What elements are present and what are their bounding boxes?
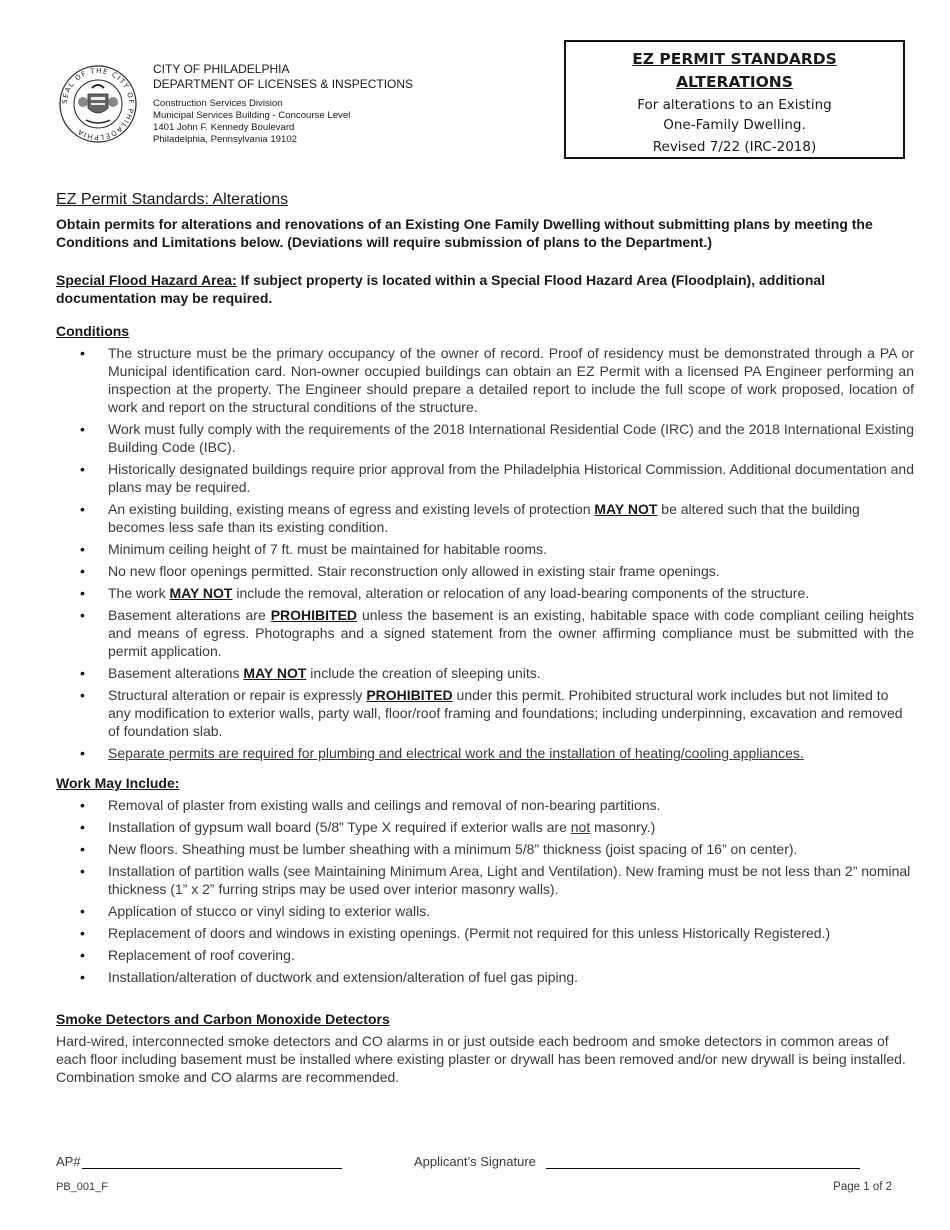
list-item: • The work MAY NOT include the removal, alteration or relocation of any load-bearing components of the structure.: [80, 585, 810, 601]
title-line-2: ALTERATIONS: [676, 73, 793, 91]
list-item: • An existing building, existing means of egress and existing levels of protection MAY NOT be altered such that the building becomes less safe than its existing condition.: [80, 501, 860, 535]
bullet: •: [80, 903, 85, 919]
bullet: •: [80, 461, 85, 477]
title-line-3: For alterations to an Existing: [637, 97, 832, 113]
list-item: • No new floor openings permitted. Stair reconstruction only allowed in existing stair frame openings.: [80, 563, 720, 579]
document-body: [56, 190, 914, 1086]
list-item: • Replacement of doors and windows in existing openings. (Permit not required for this unless Historically Registered.): [80, 925, 831, 941]
smoke-heading: Smoke Detectors and Carbon Monoxide Detectors: [56, 1011, 390, 1027]
list-item: • Work must fully comply with the requirements of the 2018 International Residential Code (IRC) and the 2018 International Existing Building Code (IBC).: [80, 421, 914, 455]
city-seal: [58, 64, 138, 144]
org-department: DEPARTMENT OF LICENSES & INSPECTIONS: [153, 77, 414, 91]
bullet: •: [80, 745, 85, 761]
title-line-1: EZ PERMIT STANDARDS: [632, 50, 837, 68]
bullet: •: [80, 345, 85, 361]
ap-number-field[interactable]: [82, 1168, 342, 1169]
bullet: •: [80, 841, 85, 857]
bullet: •: [80, 797, 85, 813]
org-address-block: [153, 98, 350, 146]
bullet: •: [80, 819, 85, 835]
list-item: • Installation of partition walls (see Maintaining Minimum Area, Light and Ventilation). New framing must be not less than 2” nominal thickness (1” x 2” furring strips may be used over interior masonry walls).: [80, 863, 911, 897]
form-code: PB_001_F: [56, 1181, 108, 1193]
list-item: • Minimum ceiling height of 7 ft. must be maintained for habitable rooms.: [80, 541, 547, 557]
smoke-paragraph: Hard-wired, interconnected smoke detectors and CO alarms in or just outside each bedroom and smoke detectors in common areas of each floor including basement must be installed where existing plaster or drywall has been removed and/or new drywall is being installed. Combination smoke and CO alarms are recommended.: [56, 1033, 906, 1085]
title-revision: Revised 7/22 (IRC-2018): [652, 139, 817, 155]
bullet: •: [80, 925, 85, 941]
list-item: • Removal of plaster from existing walls and ceilings and removal of non-bearing partitions.: [80, 797, 661, 813]
list-item: • The structure must be the primary occupancy of the owner of record. Proof of residency must be demonstrated through a PA or Municipal identification card. Non-owner occupied buildings can obtain an EZ Permit with a licensed PA Engineer performing an inspection at the property. The Engineer should prepare a detailed report to include the full scope of work proposed, location of work and report on the structural conditions of the structure.: [80, 345, 914, 415]
bullet: •: [80, 421, 85, 437]
bullet: •: [80, 665, 85, 681]
bullet: •: [80, 687, 85, 703]
title-box: [564, 40, 905, 159]
list-item: • Historically designated buildings require prior approval from the Philadelphia Historical Commission. Additional documentation and plans may be required.: [80, 461, 914, 495]
list-item: • Separate permits are required for plumbing and electrical work and the installation of heating/cooling appliances.: [80, 745, 804, 761]
list-item: • Installation of gypsum wall board (5/8” Type X required if exterior walls are not masonry.): [80, 819, 656, 835]
org-city: CITY OF PHILADELPHIA: [153, 62, 290, 76]
bullet: •: [80, 969, 85, 985]
list-item: • Replacement of roof covering.: [80, 947, 295, 963]
intro-paragraph: Obtain permits for alterations and renovations of an Existing One Family Dwelling without submitting plans by meeting the Conditions and Limitations below. (Deviations will require submission of plans to the Department.): [56, 216, 873, 250]
bullet: •: [80, 501, 85, 517]
org-name-block: [153, 62, 413, 92]
list-item: • Basement alterations MAY NOT include the creation of sleeping units.: [80, 665, 541, 681]
bullet: •: [80, 863, 85, 879]
list-item: • Installation/alteration of ductwork and extension/alteration of fuel gas piping.: [80, 969, 579, 985]
list-item: • Application of stucco or vinyl siding to exterior walls.: [80, 903, 431, 919]
list-item: • New floors. Sheathing must be lumber sheathing with a minimum 5/8” thickness (joist spacing of 16” on center).: [80, 841, 798, 857]
page-heading: EZ Permit Standards: Alterations: [56, 191, 289, 208]
bullet: •: [80, 585, 85, 601]
title-line-4: One-Family Dwelling.: [663, 117, 806, 133]
flood-notice: [56, 271, 914, 307]
org-city-state: Philadelphia, Pennsylvania 19102: [153, 134, 298, 145]
bullet: •: [80, 607, 85, 623]
conditions-heading: Conditions: [56, 323, 130, 339]
org-street: 1401 John F. Kennedy Boulevard: [153, 122, 295, 133]
org-building: Municipal Services Building - Concourse Level: [153, 110, 351, 121]
flood-label: Special Flood Hazard Area:: [56, 272, 237, 288]
signature-label: Applicant’s Signature: [414, 1154, 536, 1169]
seal-text: SEAL OF THE CITY OF PHILADELPHIA: [60, 66, 136, 142]
page-number: Page 1 of 2: [833, 1181, 892, 1193]
work-heading: Work May Include:: [56, 775, 180, 791]
list-item: • Structural alteration or repair is expressly PROHIBITED under this permit. Prohibited structural work includes but not limited to any modification to exterior walls, party wall, floor/roof framing and foundations; including underpinning, excavation and removed of foundation slab.: [80, 687, 903, 739]
bullet: •: [80, 541, 85, 557]
ap-number-label: AP#: [56, 1154, 81, 1169]
bullet: •: [80, 563, 85, 579]
work-list: [56, 796, 914, 986]
list-item: • Basement alterations are PROHIBITED unless the basement is an existing, habitable space with code compliant ceiling heights and means of egress. Photographs and a signed statement from the owner affirming compliance must be submitted with the permit application.: [80, 607, 914, 659]
conditions-list: [56, 344, 914, 762]
flood-text: If subject property is located within a Special Flood Hazard Area (Floodplain), additional documentation may be required.: [56, 272, 826, 306]
signature-field[interactable]: [546, 1168, 860, 1169]
bullet: •: [80, 947, 85, 963]
org-division: Construction Services Division: [153, 98, 283, 109]
